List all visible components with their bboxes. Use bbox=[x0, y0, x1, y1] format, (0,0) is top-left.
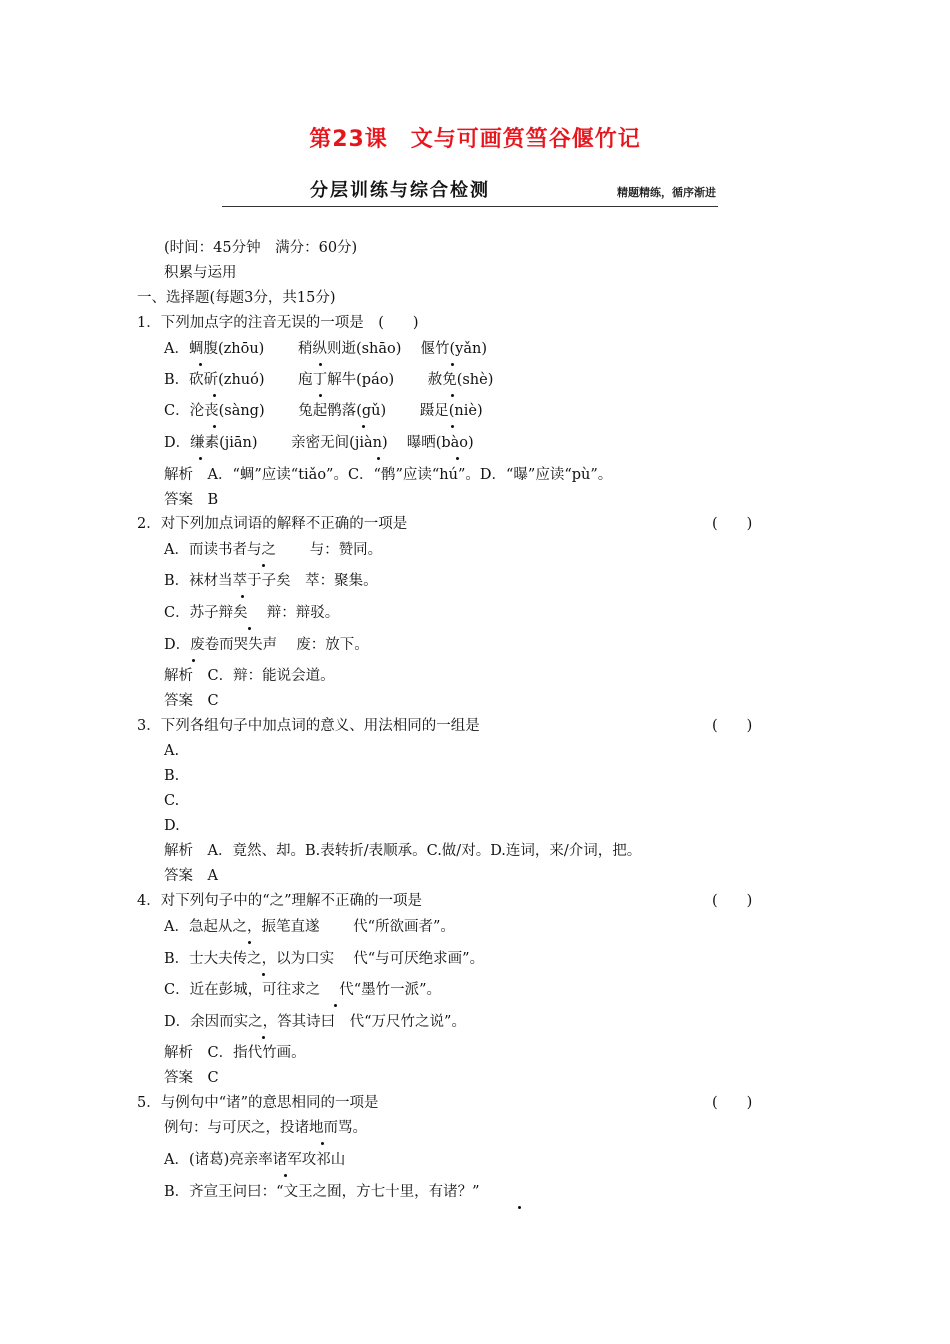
emphasis-dot bbox=[262, 564, 265, 567]
q3-option-b: B. bbox=[164, 768, 180, 784]
emphasis-dot bbox=[192, 659, 195, 662]
emphasis-dot bbox=[319, 394, 322, 397]
q2-explanation: 解析 C．辩：能说会道。 bbox=[164, 668, 335, 684]
lesson-title: 第23课 文与可画筼筜谷偃竹记 bbox=[309, 127, 641, 152]
q2-answer-blank: ( ) bbox=[712, 516, 753, 532]
emphasis-dot bbox=[199, 363, 202, 366]
q3-answer-blank: ( ) bbox=[712, 718, 753, 734]
q3-answer: 答案 A bbox=[164, 868, 218, 884]
banner-subtitle: 精题精练，循序渐进 bbox=[617, 186, 716, 199]
q4-explanation: 解析 C．指代竹画。 bbox=[164, 1045, 306, 1061]
q4-answer: 答案 C bbox=[164, 1070, 219, 1086]
q1-answer: 答案 B bbox=[164, 492, 219, 508]
question-1: 1．下列加点字的注音无误的一项是 ( ) bbox=[137, 315, 419, 331]
q5-option-a: A．(诸葛)亮亲率诸军攻祁山 bbox=[164, 1152, 346, 1168]
emphasis-dot bbox=[456, 457, 459, 460]
emphasis-dot bbox=[334, 1004, 337, 1007]
q1-explanation: 解析 A．“蜩”应读“tiǎo”。C．“鹘”应读“hú”。D．“曝”应读“pù”。 bbox=[164, 467, 613, 483]
emphasis-dot bbox=[518, 1206, 521, 1209]
question-2: 2．对下列加点词语的解释不正确的一项是 bbox=[137, 516, 408, 532]
q5-example: 例句：与可厌之，投诸地而骂。 bbox=[164, 1120, 367, 1136]
emphasis-dot bbox=[262, 1036, 265, 1039]
emphasis-dot bbox=[377, 457, 380, 460]
q2-option-d: D．废卷而哭失声 废：放下。 bbox=[164, 637, 369, 653]
question-5: 5．与例句中“诸”的意思相同的一项是 bbox=[137, 1095, 379, 1111]
emphasis-dot bbox=[284, 1174, 287, 1177]
q2-option-c: C．苏子辩矣 辩：辩驳。 bbox=[164, 605, 340, 621]
emphasis-dot bbox=[262, 973, 265, 976]
emphasis-dot bbox=[451, 425, 454, 428]
section-banner bbox=[222, 176, 718, 207]
emphasis-dot bbox=[199, 457, 202, 460]
q4-answer-blank: ( ) bbox=[712, 893, 753, 909]
emphasis-dot bbox=[362, 425, 365, 428]
q2-answer: 答案 C bbox=[164, 693, 219, 709]
part-heading: 一、选择题(每题3分，共15分) bbox=[137, 290, 336, 306]
emphasis-dot bbox=[241, 595, 244, 598]
q3-explanation: 解析 A．竟然、却。B.表转折/表顺承。C.做/对。D.连词，来/介词，把。 bbox=[164, 843, 642, 859]
emphasis-dot bbox=[248, 941, 251, 944]
q2-option-a: A．而读书者与之 与：赞同。 bbox=[164, 542, 383, 558]
q3-option-a: A. bbox=[164, 743, 180, 759]
q1-option-b: B．砍斫(zhuó) 庖丁解牛(páo) 赦免(shè) bbox=[164, 372, 494, 388]
q1-option-a: A．蜩腹(zhōu) 稍纵则逝(shāo) 偃竹(yǎn) bbox=[164, 341, 488, 357]
q4-option-a: A．急起从之，振笔直遂 代“所欲画者”。 bbox=[164, 919, 455, 935]
question-3: 3．下列各组句子中加点词的意义、用法相同的一组是 bbox=[137, 718, 480, 734]
time-info: (时间：45分钟 满分：60分) bbox=[164, 240, 358, 256]
q4-option-b: B．士大夫传之，以为口实 代“与可厌绝求画”。 bbox=[164, 951, 485, 967]
q3-option-c: C. bbox=[164, 793, 180, 809]
emphasis-dot bbox=[321, 1142, 324, 1145]
emphasis-dot bbox=[451, 363, 454, 366]
question-4: 4．对下列句子中的“之”理解不正确的一项是 bbox=[137, 893, 423, 909]
q2-option-b: B．袜材当萃于子矣 萃：聚集。 bbox=[164, 573, 378, 589]
q1-option-d: D．缣素(jiān) 亲密无间(jiàn) 曝晒(bào) bbox=[164, 435, 474, 451]
q4-option-d: D．余因而实之，答其诗曰 代“万尺竹之说”。 bbox=[164, 1014, 466, 1030]
q5-option-b: B．齐宣王问曰：“文王之囿，方七十里，有诸？” bbox=[164, 1184, 480, 1200]
emphasis-dot bbox=[319, 363, 322, 366]
q1-option-c: C．沦丧(sàng) 兔起鹘落(gǔ) 蹑足(niè) bbox=[164, 403, 483, 419]
emphasis-dot bbox=[451, 394, 454, 397]
q4-option-c: C．近在彭城，可往求之 代“墨竹一派”。 bbox=[164, 982, 442, 998]
section-heading: 积累与运用 bbox=[164, 265, 237, 281]
q5-answer-blank: ( ) bbox=[712, 1095, 753, 1111]
q3-option-d: D. bbox=[164, 818, 180, 834]
emphasis-dot bbox=[248, 627, 251, 630]
emphasis-dot bbox=[213, 394, 216, 397]
emphasis-dot bbox=[213, 425, 216, 428]
banner-title: 分层训练与综合检测 bbox=[310, 180, 490, 201]
